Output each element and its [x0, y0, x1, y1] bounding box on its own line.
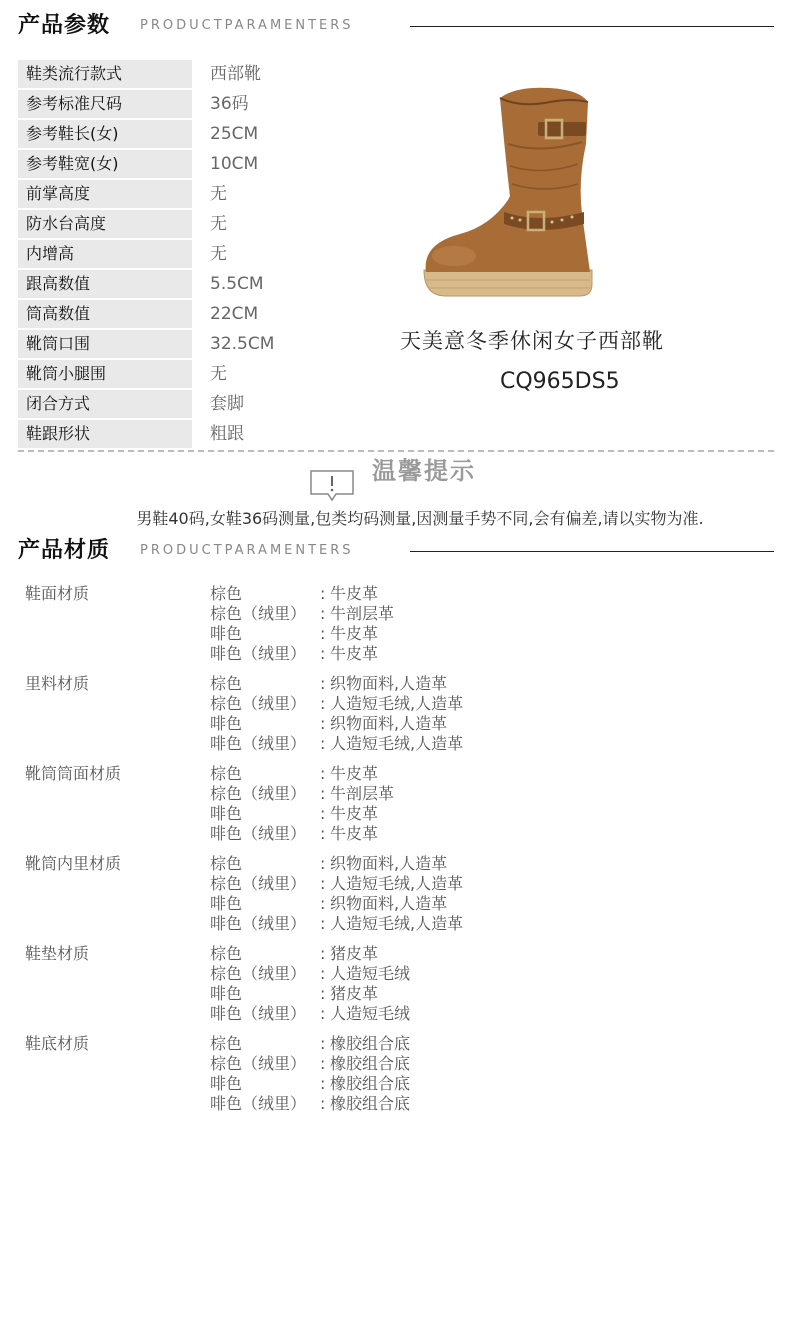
spec-value: 无 — [210, 214, 227, 234]
material-name: 鞋底材质 — [25, 1034, 90, 1053]
material-color: 棕色（绒里） — [210, 1054, 307, 1073]
material-value: 橡胶组合底 — [330, 1054, 411, 1073]
material-separator: : — [320, 1074, 326, 1093]
material-separator: : — [320, 944, 326, 963]
spec-label: 内增高 — [18, 240, 192, 268]
material-line — [210, 944, 410, 964]
spec-row — [18, 120, 318, 150]
material-value: 猪皮革 — [330, 984, 379, 1003]
spec-row — [18, 270, 318, 300]
product-name: 天美意冬季休闲女子西部靴 — [400, 329, 664, 353]
material-color: 棕色 — [210, 854, 243, 873]
materials-section-title: 产品材质 — [18, 538, 111, 563]
material-separator: : — [320, 854, 326, 873]
material-line — [210, 1034, 410, 1054]
spec-value: 无 — [210, 364, 227, 384]
material-value: 牛皮革 — [330, 804, 379, 823]
material-value: 织物面料,人造革 — [330, 894, 448, 913]
material-value: 人造短毛绒,人造革 — [330, 734, 464, 753]
spec-value: 粗跟 — [210, 424, 244, 444]
material-separator: : — [320, 1004, 326, 1023]
material-line — [210, 964, 410, 984]
material-value: 织物面料,人造革 — [330, 714, 448, 733]
material-separator: : — [320, 624, 326, 643]
material-color: 棕色（绒里） — [210, 784, 307, 803]
material-lines — [210, 854, 463, 934]
material-value: 人造短毛绒,人造革 — [330, 874, 464, 893]
material-value: 橡胶组合底 — [330, 1094, 411, 1113]
material-value: 牛皮革 — [330, 764, 379, 783]
material-separator: : — [320, 824, 326, 843]
material-line — [210, 914, 463, 934]
material-separator: : — [320, 694, 326, 713]
spec-value: 36码 — [210, 94, 249, 114]
material-line — [210, 674, 463, 694]
spec-label: 鞋类流行款式 — [18, 60, 192, 88]
material-value: 人造短毛绒 — [330, 964, 411, 983]
material-color: 啡色 — [210, 804, 243, 823]
material-line — [210, 894, 463, 914]
material-line — [210, 624, 394, 644]
spec-label: 靴筒口围 — [18, 330, 192, 358]
spec-row — [18, 180, 318, 210]
material-color: 啡色 — [210, 984, 243, 1003]
material-group — [25, 764, 725, 854]
material-color: 啡色（绒里） — [210, 1004, 307, 1023]
spec-row — [18, 240, 318, 270]
material-separator: : — [320, 584, 326, 603]
spec-value: 无 — [210, 244, 227, 264]
spec-label: 参考鞋长(女) — [18, 120, 192, 148]
spec-label: 参考鞋宽(女) — [18, 150, 192, 178]
material-line — [210, 854, 463, 874]
spec-value: 32.5CM — [210, 334, 275, 354]
material-color: 啡色 — [210, 1074, 243, 1093]
material-color: 棕色 — [210, 1034, 243, 1053]
material-color: 啡色 — [210, 624, 243, 643]
materials-header-rule — [410, 551, 774, 552]
material-line — [210, 874, 463, 894]
material-value: 织物面料,人造革 — [330, 854, 448, 873]
material-separator: : — [320, 674, 326, 693]
material-line — [210, 764, 394, 784]
material-group — [25, 584, 725, 674]
material-color: 棕色（绒里） — [210, 874, 307, 893]
material-color: 啡色 — [210, 894, 243, 913]
material-separator: : — [320, 1034, 326, 1053]
material-value: 牛皮革 — [330, 624, 379, 643]
material-line — [210, 784, 394, 804]
material-color: 啡色（绒里） — [210, 734, 307, 753]
material-group — [25, 1034, 725, 1124]
material-value: 人造短毛绒,人造革 — [330, 694, 464, 713]
spec-label: 筒高数值 — [18, 300, 192, 328]
material-group — [25, 674, 725, 764]
material-separator: : — [320, 1094, 326, 1113]
product-code: CQ965DS5 — [500, 369, 620, 394]
material-line — [210, 804, 394, 824]
material-separator: : — [320, 804, 326, 823]
material-separator: : — [320, 874, 326, 893]
spec-row — [18, 420, 318, 450]
material-name: 靴筒筒面材质 — [25, 764, 122, 783]
material-name: 里料材质 — [25, 674, 90, 693]
material-separator: : — [320, 764, 326, 783]
material-line — [210, 1094, 410, 1114]
spec-table — [18, 60, 318, 450]
spec-row — [18, 360, 318, 390]
material-color: 啡色 — [210, 714, 243, 733]
params-section-header — [18, 9, 774, 43]
spec-label: 靴筒小腿围 — [18, 360, 192, 388]
materials-list — [25, 584, 725, 1124]
material-color: 棕色（绒里） — [210, 694, 307, 713]
material-color: 啡色（绒里） — [210, 824, 307, 843]
tip-text: 男鞋40码,女鞋36码测量,包类均码测量,因测量手势不同,会有偏差,请以实物为准. — [136, 509, 704, 528]
material-separator: : — [320, 734, 326, 753]
dashed-divider — [18, 450, 774, 452]
params-header-rule — [410, 26, 774, 27]
material-line — [210, 1004, 410, 1024]
material-group — [25, 944, 725, 1034]
spec-label: 闭合方式 — [18, 390, 192, 418]
material-line — [210, 984, 410, 1004]
material-value: 橡胶组合底 — [330, 1034, 411, 1053]
spec-row — [18, 330, 318, 360]
material-color: 棕色（绒里） — [210, 964, 307, 983]
material-separator: : — [320, 604, 326, 623]
material-separator: : — [320, 914, 326, 933]
params-section-subtitle: PRODUCTPARAMENTERS — [140, 18, 354, 33]
material-line — [210, 644, 394, 664]
spec-label: 参考标准尺码 — [18, 90, 192, 118]
spec-row — [18, 60, 318, 90]
spec-label: 鞋跟形状 — [18, 420, 192, 448]
spec-label: 前掌高度 — [18, 180, 192, 208]
material-value: 人造短毛绒,人造革 — [330, 914, 464, 933]
material-lines — [210, 674, 463, 754]
material-separator: : — [320, 784, 326, 803]
material-lines — [210, 944, 410, 1024]
material-separator: : — [320, 894, 326, 913]
spec-row — [18, 150, 318, 180]
material-value: 牛皮革 — [330, 584, 379, 603]
spec-value: 10CM — [210, 154, 259, 174]
params-section-title: 产品参数 — [18, 13, 111, 38]
material-color: 啡色（绒里） — [210, 914, 307, 933]
material-line — [210, 1054, 410, 1074]
material-lines — [210, 764, 394, 844]
material-color: 啡色（绒里） — [210, 644, 307, 663]
material-separator: : — [320, 714, 326, 733]
material-color: 棕色（绒里） — [210, 604, 307, 623]
spec-value: 套脚 — [210, 394, 244, 414]
spec-label: 防水台高度 — [18, 210, 192, 238]
material-value: 人造短毛绒 — [330, 1004, 411, 1023]
spec-row — [18, 90, 318, 120]
material-group — [25, 854, 725, 944]
spec-value: 25CM — [210, 124, 259, 144]
material-name: 鞋面材质 — [25, 584, 90, 603]
material-name: 靴筒内里材质 — [25, 854, 122, 873]
material-lines — [210, 584, 394, 664]
material-color: 棕色 — [210, 674, 243, 693]
material-value: 牛剖层革 — [330, 604, 395, 623]
material-color: 棕色 — [210, 944, 243, 963]
spec-value: 22CM — [210, 304, 259, 324]
spec-value: 5.5CM — [210, 274, 264, 294]
material-line — [210, 824, 394, 844]
material-separator: : — [320, 984, 326, 1003]
material-color: 啡色（绒里） — [210, 1094, 307, 1113]
material-line — [210, 734, 463, 754]
material-separator: : — [320, 1054, 326, 1073]
spec-row — [18, 300, 318, 330]
material-color: 棕色 — [210, 584, 243, 603]
material-line — [210, 604, 394, 624]
material-value: 牛皮革 — [330, 824, 379, 843]
boot-product-image — [420, 84, 600, 300]
material-value: 牛剖层革 — [330, 784, 395, 803]
material-value: 织物面料,人造革 — [330, 674, 448, 693]
materials-section-header — [18, 534, 774, 568]
material-value: 牛皮革 — [330, 644, 379, 663]
tip-title: 温馨提示 — [372, 457, 476, 485]
material-separator: : — [320, 644, 326, 663]
spec-row — [18, 390, 318, 420]
material-separator: : — [320, 964, 326, 983]
spec-value: 无 — [210, 184, 227, 204]
spec-row — [18, 210, 318, 240]
material-color: 棕色 — [210, 764, 243, 783]
spec-value: 西部靴 — [210, 64, 261, 84]
material-line — [210, 584, 394, 604]
exclamation-bubble-icon — [310, 470, 354, 502]
material-lines — [210, 1034, 410, 1114]
material-value: 橡胶组合底 — [330, 1074, 411, 1093]
materials-section-subtitle: PRODUCTPARAMENTERS — [140, 543, 354, 558]
material-line — [210, 714, 463, 734]
material-line — [210, 694, 463, 714]
material-name: 鞋垫材质 — [25, 944, 90, 963]
material-value: 猪皮革 — [330, 944, 379, 963]
spec-label: 跟高数值 — [18, 270, 192, 298]
material-line — [210, 1074, 410, 1094]
